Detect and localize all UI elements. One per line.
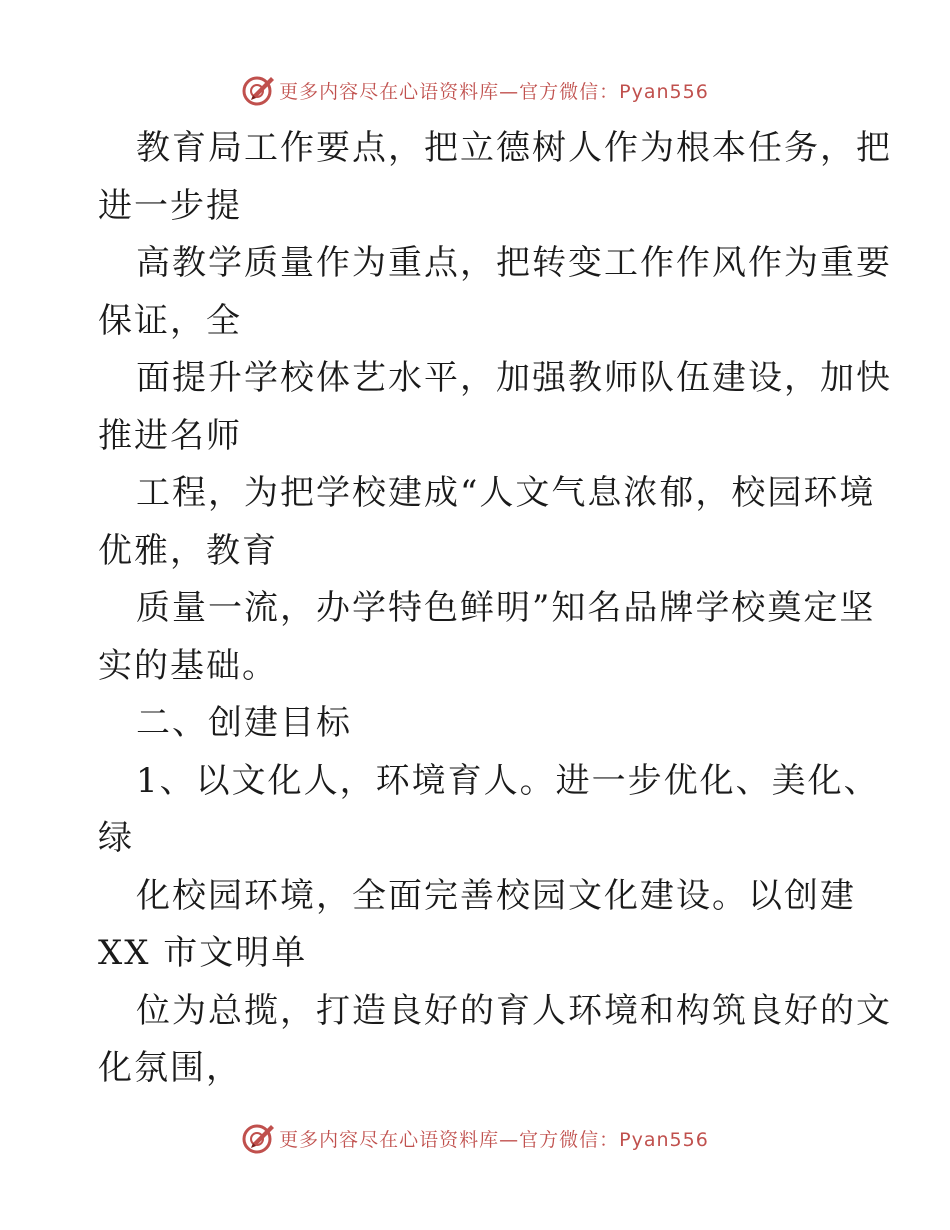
header-watermark-text: 更多内容尽在心语资料库—官方微信：Pyan556: [279, 80, 709, 103]
footer-watermark-banner: [0, 1120, 950, 1156]
document-body: [98, 120, 892, 1098]
text-line: 质量一流，办学特色鲜明”知名品牌学校奠定坚: [136, 588, 876, 628]
text-line: 位为总揽，打造良好的育人环境和构筑良好的文: [136, 990, 892, 1031]
text-line: 保证，全: [98, 300, 242, 341]
text-line: 化氛围，: [98, 1048, 242, 1088]
text-line: 工程，为把学校建成“人文气息浓郁，校园环境: [136, 473, 876, 513]
text-line: 教育局工作要点，把立德树人作为根本任务，把: [136, 128, 892, 168]
text-line: 优雅，教育: [98, 530, 278, 571]
section-heading: 二、创建目标: [136, 703, 352, 743]
pen-logo-icon: [241, 1121, 275, 1155]
text-line: 进一步提: [98, 185, 242, 226]
text-line: 1、以文化人，环境育人。进一步优化、美化、: [136, 760, 880, 801]
text-line: 高教学质量作为重点，把转变工作作风作为重要: [136, 243, 892, 283]
pen-logo-icon: [241, 73, 275, 107]
header-watermark-banner: [0, 72, 950, 108]
text-line: 化校园环境，全面完善校园文化建设。以创建: [136, 875, 856, 916]
text-line: 实的基础。: [98, 645, 278, 686]
text-line: 推进名师: [98, 415, 242, 456]
text-line: 绿: [98, 818, 134, 858]
text-line: 面提升学校体艺水平，加强教师队伍建设，加快: [136, 358, 892, 398]
footer-watermark-text: 更多内容尽在心语资料库—官方微信：Pyan556: [279, 1128, 709, 1151]
text-line: XX 市文明单: [98, 933, 308, 973]
